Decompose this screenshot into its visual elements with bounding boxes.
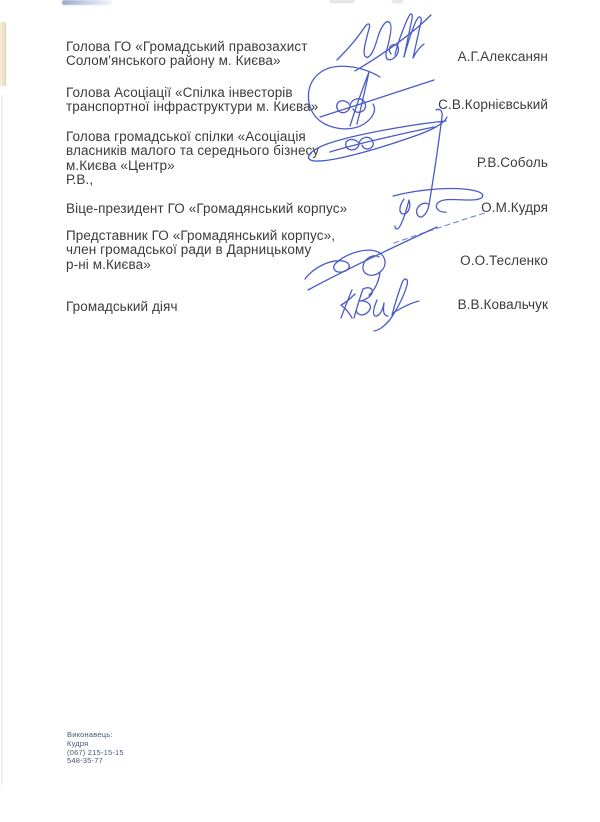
signatory-name-2: С.В.Корнієвський <box>438 97 548 112</box>
title-line: Громадський діяч <box>66 299 178 314</box>
signature-korniievskyi-ink <box>308 66 434 129</box>
title-line: член громадської ради в Дарницькому <box>66 242 312 258</box>
title-line: Голова громадської спілки «Асоціація <box>66 129 306 144</box>
title-line: Солом'янського району м. Києва» <box>66 53 281 69</box>
signatory-name-3: Р.В.Соболь <box>476 155 548 170</box>
signature-aleksanian-ink <box>337 14 431 71</box>
executor-block <box>67 731 124 766</box>
signatory-title-5 <box>66 229 335 272</box>
scan-artifact-left-edge-strip <box>0 22 6 86</box>
title-line: Голова Асоціації «Спілка інвесторів <box>66 85 293 100</box>
signature-kudria-ink <box>393 109 488 243</box>
signatory-title-4 <box>66 202 347 216</box>
title-line: м.Києва «Центр» <box>66 157 175 173</box>
executor-phone-2: 548-35-77 <box>67 756 103 766</box>
executor-phone-1: (067) 215-15-15 <box>67 747 124 757</box>
scan-artifact-top-mark-3 <box>392 0 403 3</box>
signature-sobol-ink <box>309 117 447 161</box>
scan-artifact-left-edge-line <box>1 95 3 785</box>
signature-kovalchuk-ink <box>341 279 419 331</box>
signatory-title-3 <box>66 130 319 188</box>
signatory-title-2 <box>66 86 318 115</box>
title-line: Віце-президент ГО «Громадянський корпус» <box>66 201 348 216</box>
executor-name: Кудря <box>67 738 89 748</box>
title-line: Голова ГО «Громадський правозахист <box>66 39 308 54</box>
signatory-name-6: В.В.Ковальчук <box>457 297 548 312</box>
signatory-title-1 <box>66 40 308 69</box>
scan-artifact-top-smudge <box>62 0 112 5</box>
title-line: власників малого та середнього бізнесу <box>66 143 320 159</box>
title-line: Р.В., <box>66 172 94 188</box>
title-line: р-ні м.Києва» <box>66 256 151 272</box>
signatory-name-1: А.Г.Алексанян <box>457 49 548 64</box>
scan-artifact-top-mark-2 <box>330 0 354 3</box>
title-line: транспортної інфраструктури м. Києва» <box>66 99 319 115</box>
title-line: Представник ГО «Громадянський корпус», <box>66 228 336 243</box>
signatory-name-5: О.О.Тесленко <box>460 253 548 268</box>
executor-label: Виконавець: <box>67 730 113 739</box>
signatory-title-6 <box>66 300 178 314</box>
signatory-name-4: О.М.Кудря <box>481 200 548 215</box>
